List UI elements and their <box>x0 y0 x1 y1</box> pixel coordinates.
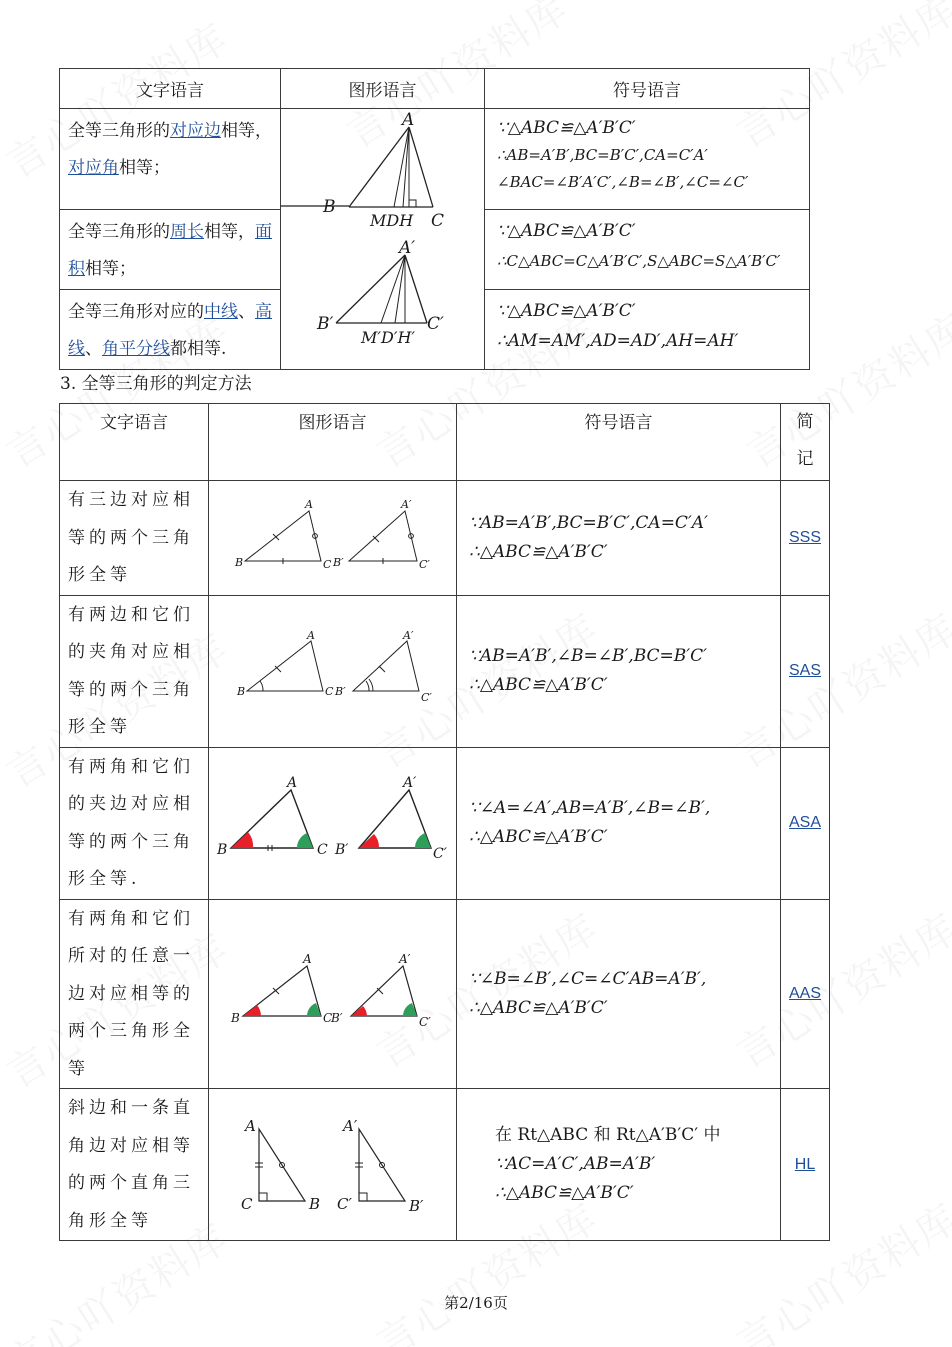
sas-figure <box>223 629 443 709</box>
page-number: 第2/16页 <box>444 1294 508 1312</box>
abbreviation-cell <box>781 747 830 899</box>
label-C-prime: C′ <box>418 557 430 571</box>
header-figure-language: 图形语言 <box>281 69 485 109</box>
symbol-cell <box>457 595 781 747</box>
label-B-prime: B′ <box>334 685 346 698</box>
keyword-link[interactable]: 对应边 <box>170 121 221 141</box>
label-A-prime: A′ <box>400 497 411 511</box>
label-C-prime: C′ <box>427 314 444 334</box>
keyword-link[interactable]: 高线 <box>68 302 272 360</box>
hl-figure <box>223 1113 443 1213</box>
symbol-cell <box>485 290 810 370</box>
label-B-prime: B′ <box>332 555 344 569</box>
text-part: 、 <box>85 339 102 360</box>
symbol-line: ∵△ABC≌△A′B′C′ <box>497 301 636 322</box>
criterion-text: 有两角和它们所对的任意一边对应相等的两个三角形全等 <box>60 899 209 1089</box>
symbol-line: ∴AM=AM′,AD=AD′,AH=AH′ <box>497 331 739 352</box>
text-part: 全等三角形的 <box>68 121 170 141</box>
abbreviation-link-sss[interactable]: SSS <box>788 528 821 546</box>
symbol-cell <box>457 481 781 596</box>
symbol-line: ∵AB=A′B′,BC=B′C′,CA=C′A′ <box>469 512 708 533</box>
header-text-language: 文字语言 <box>60 69 281 109</box>
symbol-line: ∴△ABC≌△A′B′C′ <box>469 997 608 1018</box>
symbol-cell <box>457 899 781 1089</box>
abbreviation-link-asa[interactable]: ASA <box>788 814 821 831</box>
sss-figure <box>223 496 443 576</box>
keyword-link[interactable]: 面积 <box>68 221 272 279</box>
label-A: A <box>286 776 297 791</box>
label-C: C <box>324 685 333 698</box>
figure-cell <box>209 1089 457 1241</box>
label-MDH-prime: M′D′H′ <box>361 328 416 347</box>
symbol-line: ∵AC=A′C′,AB=A′B′ <box>495 1154 656 1174</box>
label-A: A <box>302 951 312 966</box>
triangle-figure <box>281 109 484 365</box>
text-part: 相等， <box>204 221 255 242</box>
top-triangle <box>322 110 444 231</box>
label-B: B <box>234 555 243 569</box>
text-part: 全等三角形对应的 <box>68 302 204 323</box>
symbol-line: ∴AB=A′B′,BC=B′C′,CA=C′A′ <box>497 146 708 164</box>
criterion-text: 有两角和它们的夹边对应相等的两个三角形全等. <box>60 747 209 899</box>
aas-figure <box>223 952 443 1032</box>
text-part: 相等； <box>85 258 136 279</box>
text-part: 、 <box>238 302 255 323</box>
header-figure-language: 图形语言 <box>209 404 457 481</box>
section-title: 3. 全等三角形的判定方法 <box>60 374 252 394</box>
symbol-line: ∵△ABC≌△A′B′C′ <box>497 118 636 138</box>
label-C: C <box>240 1194 252 1213</box>
header-abbreviation: 简记 <box>781 404 830 481</box>
label-C: C <box>322 557 331 571</box>
abbreviation-cell <box>781 595 830 747</box>
symbol-line: ∠BAC=∠B′A′C′,∠B=∠B′,∠C=∠C′ <box>497 173 749 191</box>
abbreviation-link-sas[interactable]: SAS <box>788 662 821 679</box>
header-symbol-language: 符号语言 <box>485 69 810 109</box>
label-A-prime: A′ <box>398 951 410 966</box>
label-C-prime: C′ <box>418 1014 431 1029</box>
label-B: B <box>216 842 227 858</box>
figure-cell <box>209 899 457 1089</box>
row-text <box>60 209 281 290</box>
figure-cell <box>209 595 457 747</box>
label-B-prime: B′ <box>334 842 348 858</box>
text-part: 相等， <box>221 121 272 141</box>
abbreviation-cell <box>781 481 830 596</box>
text-part: 相等； <box>119 158 170 178</box>
header-symbol-language: 符号语言 <box>457 404 781 481</box>
header-text-language: 文字语言 <box>60 404 209 481</box>
label-C-prime: C′ <box>432 846 447 862</box>
label-A: A <box>244 1116 256 1135</box>
text-part: 都相等. <box>170 339 227 360</box>
properties-table <box>59 68 810 370</box>
symbol-line: ∵∠B=∠B′,∠C=∠C′AB=A′B′, <box>469 968 707 989</box>
figure-cell <box>209 747 457 899</box>
symbol-cell <box>485 109 810 210</box>
symbol-line: ∵AB=A′B′,∠B=∠B′,BC=B′C′ <box>469 646 707 666</box>
row-text <box>60 109 281 210</box>
label-C-prime: C′ <box>336 1194 352 1213</box>
label-A-prime: A′ <box>399 238 416 258</box>
symbol-line: ∴△ABC≌△A′B′C′ <box>469 675 608 695</box>
keyword-link[interactable]: 周长 <box>170 221 204 242</box>
symbol-line: 在 Rt△ABC 和 Rt△A′B′C′ 中 <box>495 1125 721 1145</box>
label-B: B <box>323 197 336 217</box>
symbol-line: ∴△ABC≌△A′B′C′ <box>469 541 608 562</box>
symbol-cell <box>485 209 810 290</box>
label-B: B <box>230 1010 240 1025</box>
criterion-text: 斜边和一条直角边对应相等的两个直角三角形全等 <box>60 1089 209 1241</box>
label-B: B <box>308 1194 320 1213</box>
label-B-prime: B′ <box>330 1010 343 1025</box>
symbol-line: ∵△ABC≌△A′B′C′ <box>497 220 636 241</box>
label-A: A <box>304 497 313 511</box>
abbreviation-link-hl[interactable]: HL <box>794 1155 816 1173</box>
text-part: 全等三角形的 <box>68 221 170 242</box>
keyword-link[interactable]: 中线 <box>204 302 238 323</box>
label-B-prime: B′ <box>408 1196 423 1213</box>
label-C: C <box>322 1010 332 1025</box>
label-B-prime: B′ <box>317 314 334 334</box>
asa-figure <box>213 776 453 866</box>
keyword-link[interactable]: 对应角 <box>68 158 119 178</box>
row-text <box>60 290 281 370</box>
criterion-text: 有三边对应相等的两个三角形全等 <box>60 481 209 596</box>
symbol-line: ∴△ABC≌△A′B′C′ <box>469 827 608 847</box>
label-C: C <box>316 842 328 858</box>
criterion-text: 有两边和它们的夹角对应相等的两个三角形全等 <box>60 595 209 747</box>
symbol-cell <box>457 1089 781 1241</box>
label-A-prime: A′ <box>342 1116 357 1135</box>
label-MDH: MDH <box>370 211 414 230</box>
symbol-line: ∵∠A=∠A′,AB=A′B′,∠B=∠B′, <box>469 798 711 818</box>
label-C: C <box>431 211 445 231</box>
bottom-triangle <box>316 238 444 347</box>
label-C-prime: C′ <box>420 691 432 704</box>
symbol-line: ∴△ABC≌△A′B′C′ <box>495 1183 634 1203</box>
figure-cell <box>281 109 485 370</box>
symbol-line: ∴C△ABC=C△A′B′C′,S△ABC=S△A′B′C′ <box>497 251 781 270</box>
keyword-link[interactable]: 角平分线 <box>102 339 170 360</box>
label-A-prime: A′ <box>402 629 413 642</box>
label-A: A <box>306 629 315 642</box>
criteria-table <box>59 403 830 1241</box>
label-A-prime: A′ <box>402 776 416 791</box>
symbol-cell <box>457 747 781 899</box>
abbreviation-link-aas[interactable]: AAS <box>788 984 821 1002</box>
abbreviation-cell <box>781 1089 830 1241</box>
figure-cell <box>209 481 457 596</box>
abbreviation-cell <box>781 899 830 1089</box>
label-B: B <box>236 685 245 698</box>
label-A: A <box>402 110 415 130</box>
